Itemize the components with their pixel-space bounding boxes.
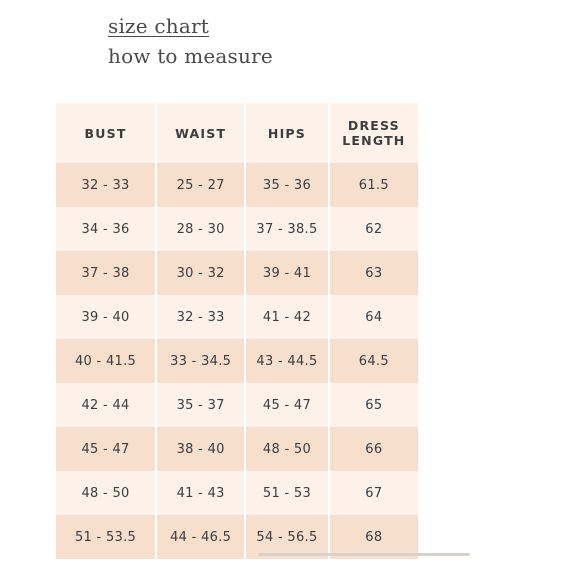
cell-bust: 32 - 33 (56, 163, 157, 207)
size-chart-table (56, 103, 420, 559)
cell-waist: 38 - 40 (157, 427, 246, 471)
cell-waist: 33 - 34.5 (157, 339, 246, 383)
cell-hips: 37 - 38.5 (246, 207, 330, 251)
cell-hips: 51 - 53 (246, 471, 330, 515)
cell-hips: 54 - 56.5 (246, 515, 330, 559)
cell-length: 61.5 (330, 163, 420, 207)
table-row (56, 207, 420, 251)
cell-hips: 41 - 42 (246, 295, 330, 339)
size-guide-tabs (108, 12, 273, 70)
table-row (56, 427, 420, 471)
tab-how-to-measure[interactable]: how to measure (108, 44, 273, 68)
table-row (56, 163, 420, 207)
header-dress-length (330, 103, 420, 163)
cell-waist: 30 - 32 (157, 251, 246, 295)
cell-length: 65 (330, 383, 420, 427)
header-waist: WAIST (157, 103, 246, 163)
cell-length: 64.5 (330, 339, 420, 383)
tab-size-chart[interactable]: size chart (108, 14, 209, 38)
cell-bust: 39 - 40 (56, 295, 157, 339)
cell-length: 67 (330, 471, 420, 515)
cell-waist: 41 - 43 (157, 471, 246, 515)
header-dress-length-line1: DRESS (347, 118, 400, 133)
cell-waist: 32 - 33 (157, 295, 246, 339)
cell-waist: 25 - 27 (157, 163, 246, 207)
table-row (56, 251, 420, 295)
cell-waist: 28 - 30 (157, 207, 246, 251)
cell-length: 68 (330, 515, 420, 559)
cell-bust: 34 - 36 (56, 207, 157, 251)
cell-hips: 45 - 47 (246, 383, 330, 427)
cell-bust: 45 - 47 (56, 427, 157, 471)
table-header-row (56, 103, 420, 163)
table-row (56, 339, 420, 383)
cell-hips: 39 - 41 (246, 251, 330, 295)
cell-hips: 48 - 50 (246, 427, 330, 471)
cell-length: 64 (330, 295, 420, 339)
cell-bust: 48 - 50 (56, 471, 157, 515)
table-row (56, 471, 420, 515)
table-row (56, 295, 420, 339)
size-chart-table-viewport[interactable] (74, 103, 472, 559)
cell-bust: 37 - 38 (56, 251, 157, 295)
cell-waist: 35 - 37 (157, 383, 246, 427)
cell-length: 62 (330, 207, 420, 251)
cell-bust: 42 - 44 (56, 383, 157, 427)
horizontal-scrollbar[interactable] (258, 553, 470, 556)
header-hips: HIPS (246, 103, 330, 163)
cell-hips: 35 - 36 (246, 163, 330, 207)
cell-bust: 51 - 53.5 (56, 515, 157, 559)
header-dress-length-line2: LENGTH (342, 133, 406, 148)
cell-bust: 40 - 41.5 (56, 339, 157, 383)
cell-length: 66 (330, 427, 420, 471)
cell-hips: 43 - 44.5 (246, 339, 330, 383)
cell-length: 63 (330, 251, 420, 295)
header-bust: BUST (56, 103, 157, 163)
cell-waist: 44 - 46.5 (157, 515, 246, 559)
table-row (56, 383, 420, 427)
